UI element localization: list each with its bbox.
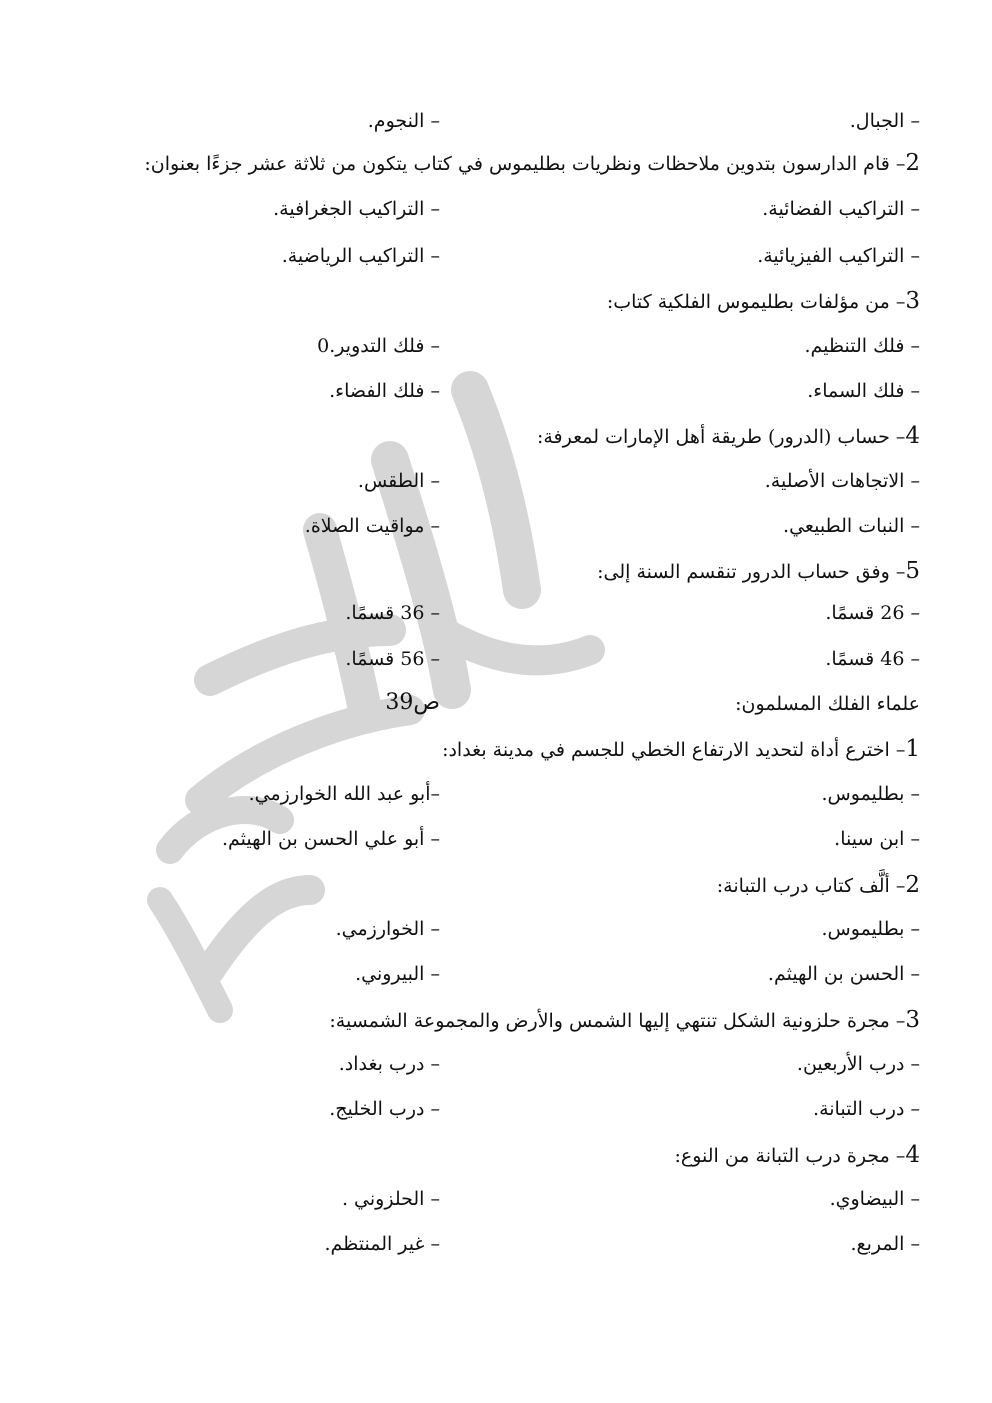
option-space-structures: – التراكيب الفضائية. <box>762 198 920 220</box>
option-physical-structures: – التراكيب الفيزيائية. <box>757 245 920 267</box>
question-ptolemy-book: 2– قام الدارسون بتدوين ملاحظات ونظريات بطليموس في كتاب يتكون من ثلاثة عشر جزءًا بعنوان: <box>144 150 920 176</box>
question-year-division: 5– وفق حساب الدرور تنقسم السنة إلى: <box>597 558 920 584</box>
option-square: – المربع. <box>850 1233 920 1255</box>
option-al-biruni: – البيروني. <box>355 963 440 985</box>
option-darb-al-khaleej: – درب الخليج. <box>329 1098 440 1120</box>
question-milky-way-author: 2– ألَّف كتاب درب التبانة: <box>716 872 920 898</box>
option-space-orbit: – فلك الفضاء. <box>329 380 440 402</box>
page-reference: ص39 <box>385 690 440 715</box>
question-durur: 4– حساب (الدرور) طريقة أهل الإمارات لمعرفة: <box>536 423 920 449</box>
option-ibn-al-haytham-2: – الحسن بن الهيثم. <box>767 963 920 985</box>
option-36-parts: – 36 قسمًا. <box>345 602 440 624</box>
option-56-parts: – 56 قسمًا. <box>345 648 440 670</box>
option-milky-way: – درب التبانة. <box>813 1098 920 1120</box>
option-prayer-times: – مواقيت الصلاة. <box>304 515 440 537</box>
option-mathematical-structures: – التراكيب الرياضية. <box>281 245 440 267</box>
option-ptolemy: – بطليموس. <box>821 783 920 805</box>
section-heading: علماء الفلك المسلمون: <box>735 693 920 715</box>
question-inventor: 1– اخترع أداة لتحديد الارتفاع الخطي للجسم في مدينة بغداد: <box>442 736 920 762</box>
option-organization-orbit: – فلك التنظيم. <box>804 335 920 357</box>
option-spiral: – الحلزوني . <box>341 1188 440 1210</box>
option-sky-orbit: – فلك السماء. <box>807 380 920 402</box>
option-cardinal-directions: – الاتجاهات الأصلية. <box>764 470 920 492</box>
option-26-parts: – 26 قسمًا. <box>825 602 920 624</box>
question-spiral-galaxy: 3– مجرة حلزونية الشكل تنتهي إليها الشمس والأرض والمجموعة الشمسية: <box>329 1007 920 1033</box>
option-epicycle-orbit: – فلك التدوير.0 <box>317 335 440 357</box>
option-al-khwarizmi: –أبو عبد الله الخوارزمي. <box>248 783 440 805</box>
option-khwarizmi-2: – الخوارزمي. <box>335 918 440 940</box>
option-geographic-structures: – التراكيب الجغرافية. <box>273 198 440 220</box>
option-46-parts: – 46 قسمًا. <box>825 648 920 670</box>
option-darb-al-arbaeen: – درب الأربعين. <box>796 1053 920 1075</box>
option-ibn-sina: – ابن سينا. <box>834 828 920 850</box>
question-ptolemy-works: 3– من مؤلفات بطليموس الفلكية كتاب: <box>606 288 920 314</box>
option-mountains: – الجبال. <box>849 110 920 132</box>
option-elliptical: – البيضاوي. <box>829 1188 920 1210</box>
option-weather: – الطقس. <box>357 470 440 492</box>
option-irregular: – غير المنتظم. <box>324 1233 440 1255</box>
option-stars: – النجوم. <box>367 110 440 132</box>
option-darb-baghdad: – درب بغداد. <box>338 1053 440 1075</box>
option-ibn-al-haytham: – أبو علي الحسن بن الهيثم. <box>221 828 440 850</box>
question-milky-way-type: 4– مجرة درب التبانة من النوع: <box>674 1142 920 1168</box>
option-ptolemy-2: – بطليموس. <box>821 918 920 940</box>
option-natural-vegetation: – النبات الطبيعي. <box>783 515 920 537</box>
